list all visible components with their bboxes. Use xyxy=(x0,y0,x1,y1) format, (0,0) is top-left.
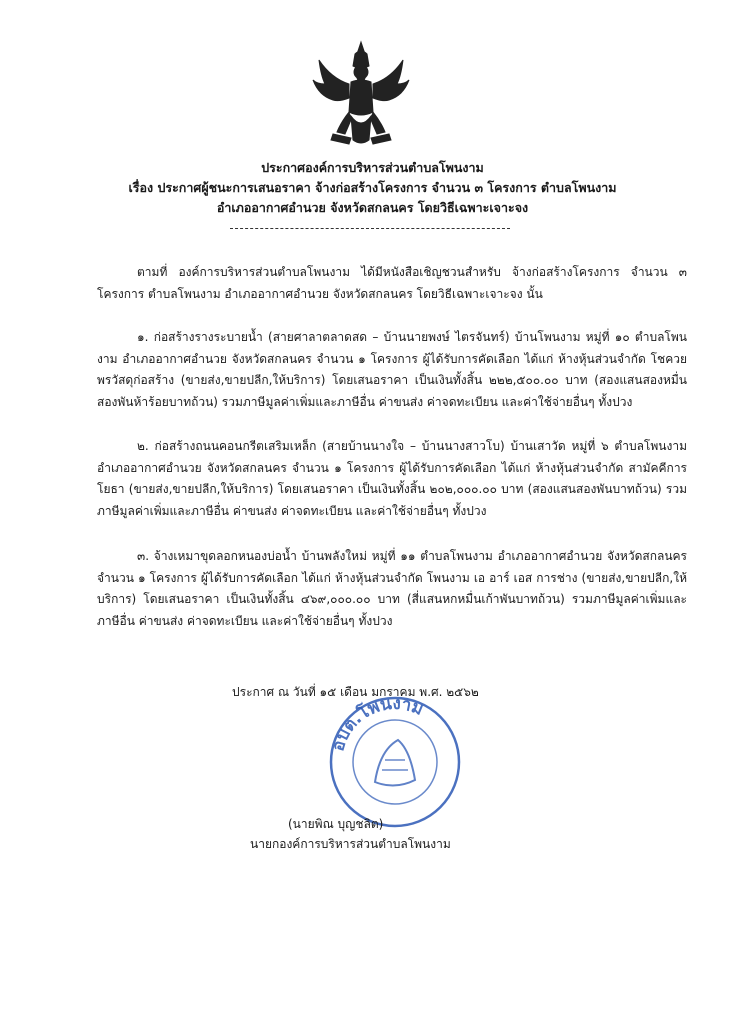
official-seal-icon xyxy=(320,690,470,830)
project-item-2 xyxy=(97,436,687,522)
intro-text: ตามที่ องค์การบริหารส่วนตำบลโพนงาม ได้มีหนังสือเชิญชวนสำหรับ จ้างก่อสร้างโครงการ จำนวน ๓ โครงการ ตำบลโพนงาม อำเภออากาศอำนวย จังหวัดสกลนคร โดยวิธีเฉพาะเจาะจง นั้น xyxy=(97,265,687,301)
project-item-2-text: ๒. ก่อสร้างถนนคอนกรีตเสริมเหล็ก (สายบ้านนางใจ – บ้านนางสาวโบ) บ้านเสาวัด หมู่ที่ ๖ ตำบลโพนงาม อำเภออากาศอำนวย จังหวัดสกลนคร จำนวน ๑ โครงการ ผู้ได้รับการคัดเลือก ได้แก่ ห้างหุ้นส่วนจำกัด สามัคคีการโยธา (ขายส่ง,ขายปลีก,ให้บริการ) โดยเสนอราคา เป็นเงินทั้งสิ้น ๒๐๒,๐๐๐.๐๐ บาท (สองแสนสองพันบาทถ้วน) รวมภาษีมูลค่าเพิ่มและภาษีอื่น ค่าขนส่ง ค่าจดทะเบียน และค่าใช้จ่ายอื่นๆ ทั้งปวง xyxy=(97,439,687,518)
header-line-3: อำเภออากาศอำนวย จังหวัดสกลนคร โดยวิธีเฉพาะเจาะจง xyxy=(216,200,529,215)
project-item-1-text: ๑. ก่อสร้างรางระบายน้ำ (สายศาลาตลาดสด – บ้านนายพงษ์ ไตรจันทร์) บ้านโพนงาม หมู่ที่ ๑๐ ตำบลโพนงาม อำเภออากาศอำนวย จังหวัดสกลนคร จำนวน ๑ โครงการ ผู้ได้รับการคัดเลือก ได้แก่ ห้างหุ้นส่วนจำกัด โชควยพรวัสดุก่อสร้าง (ขายส่ง,ขายปลีก,ให้บริการ) โดยเสนอราคา เป็นเงินทั้งสิ้น ๒๒๒,๕๐๐.๐๐ บาท (สองแสนสองหมื่นสองพันห้าร้อยบาทถ้วน) รวมภาษีมูลค่าเพิ่มและภาษีอื่น ค่าขนส่ง ค่าจดทะเบียน และค่าใช้จ่ายอื่นๆ ทั้งปวง xyxy=(97,330,687,409)
header-line-1: ประกาศองค์การบริหารส่วนตำบลโพนงาม xyxy=(261,160,484,175)
signatory-title: นายกองค์การบริหารส่วนตำบลโพนงาม xyxy=(250,837,451,851)
announcement-header xyxy=(0,158,745,218)
project-item-3-text: ๓. จ้างเหมาขุดลอกหนองบ่อน้ำ บ้านพลังใหม่ หมู่ที่ ๑๑ ตำบลโพนงาม อำเภออากาศอำนวย จังหวัดสกลนคร จำนวน ๑ โครงการ ผู้ได้รับการคัดเลือก ได้แก่ ห้างหุ้นส่วนจำกัด โพนงาม เอ อาร์ เอส การช่าง (ขายส่ง,ขายปลีก,ให้บริการ) โดยเสนอราคา เป็นเงินทั้งสิ้น ๔๖๙,๐๐๐.๐๐ บาท (สี่แสนหกหมื่นเก้าพันบาทถ้วน) รวมภาษีมูลค่าเพิ่มและภาษีอื่น ค่าขนส่ง ค่าจดทะเบียน และค่าใช้จ่ายอื่นๆ ทั้งปวง xyxy=(97,549,687,628)
divider-line xyxy=(230,228,510,229)
signatory-name: (นายพิณ บุญชลิต) xyxy=(288,817,384,831)
header-subject: เรื่อง ประกาศผู้ชนะการเสนอราคา จ้างก่อสร้างโครงการ จำนวน ๓ โครงการ ตำบลโพนงาม xyxy=(128,180,617,195)
seal-text: อบต.โพนงาม xyxy=(328,693,427,754)
garuda-emblem-icon xyxy=(311,40,411,150)
announcement-date: ประกาศ ณ วันที่ ๑๕ เดือน มกราคม พ.ศ. ๒๕๖๒ xyxy=(232,685,479,699)
intro-paragraph xyxy=(97,262,687,305)
project-item-1 xyxy=(97,327,687,413)
project-item-3 xyxy=(97,546,687,632)
